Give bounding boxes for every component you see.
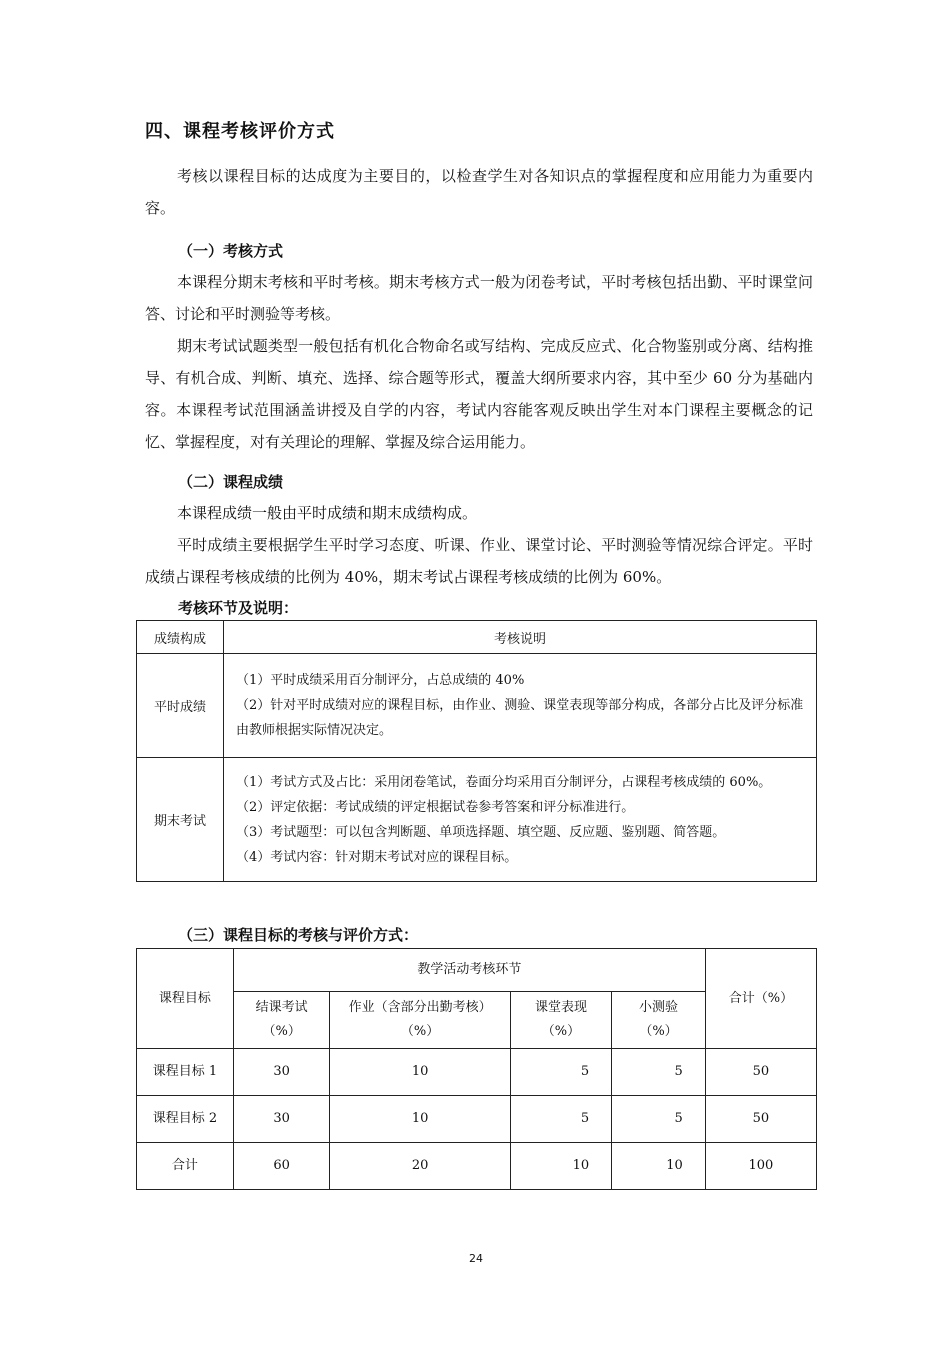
table-header-cell: 成绩构成: [137, 621, 224, 654]
subheader-unit: （%）: [541, 1024, 581, 1039]
total-header: 合计（%）: [705, 949, 816, 1049]
description-line: （1）平时成绩采用百分制评分，占总成绩的 40%: [236, 673, 525, 688]
grade-composition-paragraph: 本课程成绩一般由平时成绩和期末成绩构成。: [177, 504, 478, 522]
subheader-homework: [330, 992, 510, 1049]
course-goal-table: [136, 948, 817, 1190]
cell-value: 10: [510, 1143, 611, 1190]
usual-grade-paragraph: 平时成绩主要根据学生平时学习态度、听课、作业、课堂讨论、平时测验等情况综合评定。平时成绩占课程考核成绩的比例为 40%，期末考试占课程考核成绩的比例为 60%。: [145, 536, 813, 586]
subsection-title-3: （三）课程目标的考核与评价方式：: [178, 926, 419, 944]
table-row: [137, 1143, 817, 1190]
subheader-quiz: [612, 992, 706, 1049]
intro-paragraph: 考核以课程目标的达成度为主要目的，以检查学生对各知识点的掌握程度和应用能力为重要内容。: [145, 167, 813, 217]
subheader-label: 课堂表现: [534, 1000, 587, 1015]
description-line: （2）评定依据：考试成绩的评定根据试卷参考答案和评分标准进行。: [236, 799, 635, 815]
description-line: （1）考试方式及占比：采用闭卷笔试，卷面分均采用百分制评分，占课程考核成绩的 60%。: [236, 774, 772, 790]
cell-value: 5: [510, 1096, 611, 1143]
subheader-label: 作业（含部分出勤考核）: [348, 1000, 492, 1015]
table-header-cell: 考核说明: [224, 621, 817, 654]
final-exam-paragraph: 期末考试试题类型一般包括有机化合物命名或写结构、完成反应式、化合物鉴别或分离、结构推导、有机合成、判断、填充、选择、综合题等形式，覆盖大纲所要求内容，其中至少 60 分为基础内容。本课程考试范围涵盖讲授及自学的内容，考试内容能客观反映出学生对本门课程主要概念的记忆、掌握程度，对有关理论的理解、掌握及综合运用能力。: [145, 337, 813, 451]
goal-header: 课程目标: [137, 949, 234, 1049]
cell-value: 10: [612, 1143, 706, 1190]
cell-value: 60: [233, 1143, 330, 1190]
subsection-title-1: （一）考核方式: [178, 242, 284, 260]
row-description: [224, 654, 817, 758]
row-label: 平时成绩: [137, 654, 224, 758]
cell-value: 100: [705, 1143, 816, 1190]
description-line: （2）针对平时成绩对应的课程目标，由作业、测验、课堂表现等部分构成，各部分占比及评分标准由教师根据实际情况决定。: [236, 698, 804, 738]
subsection-title-2: （二）课程成绩: [178, 473, 284, 491]
cell-value: 50: [705, 1096, 816, 1143]
section-title: 四、课程考核评价方式: [145, 121, 335, 142]
table-row: [137, 1096, 817, 1143]
row-label: 期末考试: [137, 758, 224, 882]
subheader-unit: （%）: [262, 1024, 301, 1039]
table-header-row: [137, 949, 817, 992]
table-row: [137, 654, 817, 758]
cell-value: 30: [233, 1049, 330, 1096]
subheader-class-performance: [510, 992, 611, 1049]
subheader-label: 小测验: [638, 1000, 678, 1015]
cell-value: 30: [233, 1096, 330, 1143]
page-number: 24: [469, 1252, 483, 1265]
row-label: 合计: [137, 1143, 234, 1190]
table-row: [137, 1049, 817, 1096]
table-header-row: [137, 621, 817, 654]
cell-value: 5: [510, 1049, 611, 1096]
activity-group-header: 教学活动考核环节: [233, 949, 705, 992]
subheader-exam: [233, 992, 330, 1049]
description-line: （4）考试内容：针对期末考试对应的课程目标。: [236, 849, 518, 865]
subheader-unit: （%）: [639, 1024, 678, 1039]
description-line: （3）考试题型：可以包含判断题、单项选择题、填空题、反应题、鉴别题、简答题。: [236, 824, 726, 840]
cell-value: 10: [330, 1049, 510, 1096]
cell-value: 5: [612, 1096, 706, 1143]
subheader-label: 结课考试: [255, 1000, 308, 1015]
assessment-table-title: 考核环节及说明：: [178, 599, 299, 617]
table-row: [137, 758, 817, 882]
cell-value: 20: [330, 1143, 510, 1190]
assessment-table: [136, 620, 817, 882]
cell-value: 50: [705, 1049, 816, 1096]
cell-value: 10: [330, 1096, 510, 1143]
row-label: 课程目标 1: [137, 1049, 234, 1096]
row-description: [224, 758, 817, 882]
row-label: 课程目标 2: [137, 1096, 234, 1143]
assessment-method-paragraph: 本课程分期末考核和平时考核。期末考核方式一般为闭卷考试，平时考核包括出勤、平时课堂问答、讨论和平时测验等考核。: [145, 273, 813, 323]
cell-value: 5: [612, 1049, 706, 1096]
subheader-unit: （%）: [400, 1024, 440, 1039]
